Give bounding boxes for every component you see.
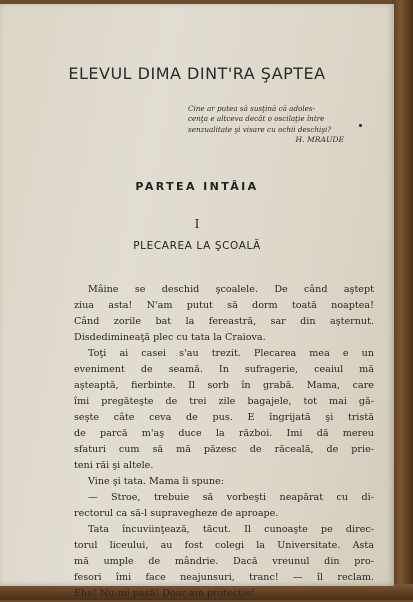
body-line: de parcă m'aş duce la război. Imi dă mereu (74, 428, 374, 439)
body-line: îmi pregăteşte de trei zile bagajele, tot mai gă- (74, 396, 374, 407)
epigraph-line: senzualitate şi visare cu ochii deschişi? (188, 124, 332, 134)
book-page (0, 4, 394, 599)
book-title: ELEVUL DIMA DINT'RA ŞAPTEA (68, 64, 326, 83)
body-line: aşteaptă, fierbinte. Il sorb în grabă. Mama, care (74, 380, 374, 391)
body-line: Când zorile bat la fereastră, sar din aşternut. (74, 316, 374, 327)
body-line: eveniment de seamă. In sufragerie, ceaiul mă (74, 364, 374, 375)
body-line: — Stroe, trebuie să vorbeşti neapărat cu di- (88, 492, 374, 503)
body-line: mă umple de mândrie. Dacă vreunul din pro- (74, 556, 374, 567)
body-line: seşte câte ceva de pus. E îngrijată şi tristă (74, 412, 374, 423)
ink-dot (359, 124, 362, 127)
body-text (74, 282, 374, 602)
body-line: Vine şi tata. Mama îi spune: (88, 476, 224, 487)
body-line: sfaturi cum să mă păzesc de răceală, de prie- (74, 444, 374, 455)
epigraph-line: cenţa e altceva decât o oscilaţie între (188, 114, 325, 124)
body-line: Disdedimineaţă plec cu tata la Craiova. (74, 332, 266, 343)
epigraph-author: H. MRAUDE (295, 135, 344, 145)
body-line: Ehe! Nu-mi pasă! Doar am protecţie! (74, 588, 255, 599)
chapter-title: PLECAREA LA ŞCOALĂ (133, 240, 261, 252)
body-line: Mâine se deschid şcoalele. De când aştept (88, 284, 374, 295)
part-heading: PARTEA INTÂIA (135, 180, 259, 193)
chapter-number: I (194, 217, 200, 231)
body-line: torul liceului, au fost colegi la Universitate. Asta (74, 540, 374, 551)
body-line: Toţi ai casei s'au trezit. Plecarea mea e un (88, 348, 374, 359)
body-line: Tata încuviinţează, tăcut. Il cunoaşte pe direc- (88, 524, 374, 535)
epigraph (188, 104, 360, 146)
body-line: ziua asta! N'am putut să dorm toată noaptea! (74, 300, 374, 311)
wood-table-right (392, 0, 413, 600)
body-line: teni răi şi altele. (74, 460, 154, 471)
body-line: fesori îmi face neajunsuri, tranc! — îl reclam. (74, 572, 374, 583)
body-line: rectorul ca să-l supravegheze de aproape. (74, 508, 279, 519)
epigraph-line: Cine ar putea să susţină că adoles- (188, 104, 316, 113)
